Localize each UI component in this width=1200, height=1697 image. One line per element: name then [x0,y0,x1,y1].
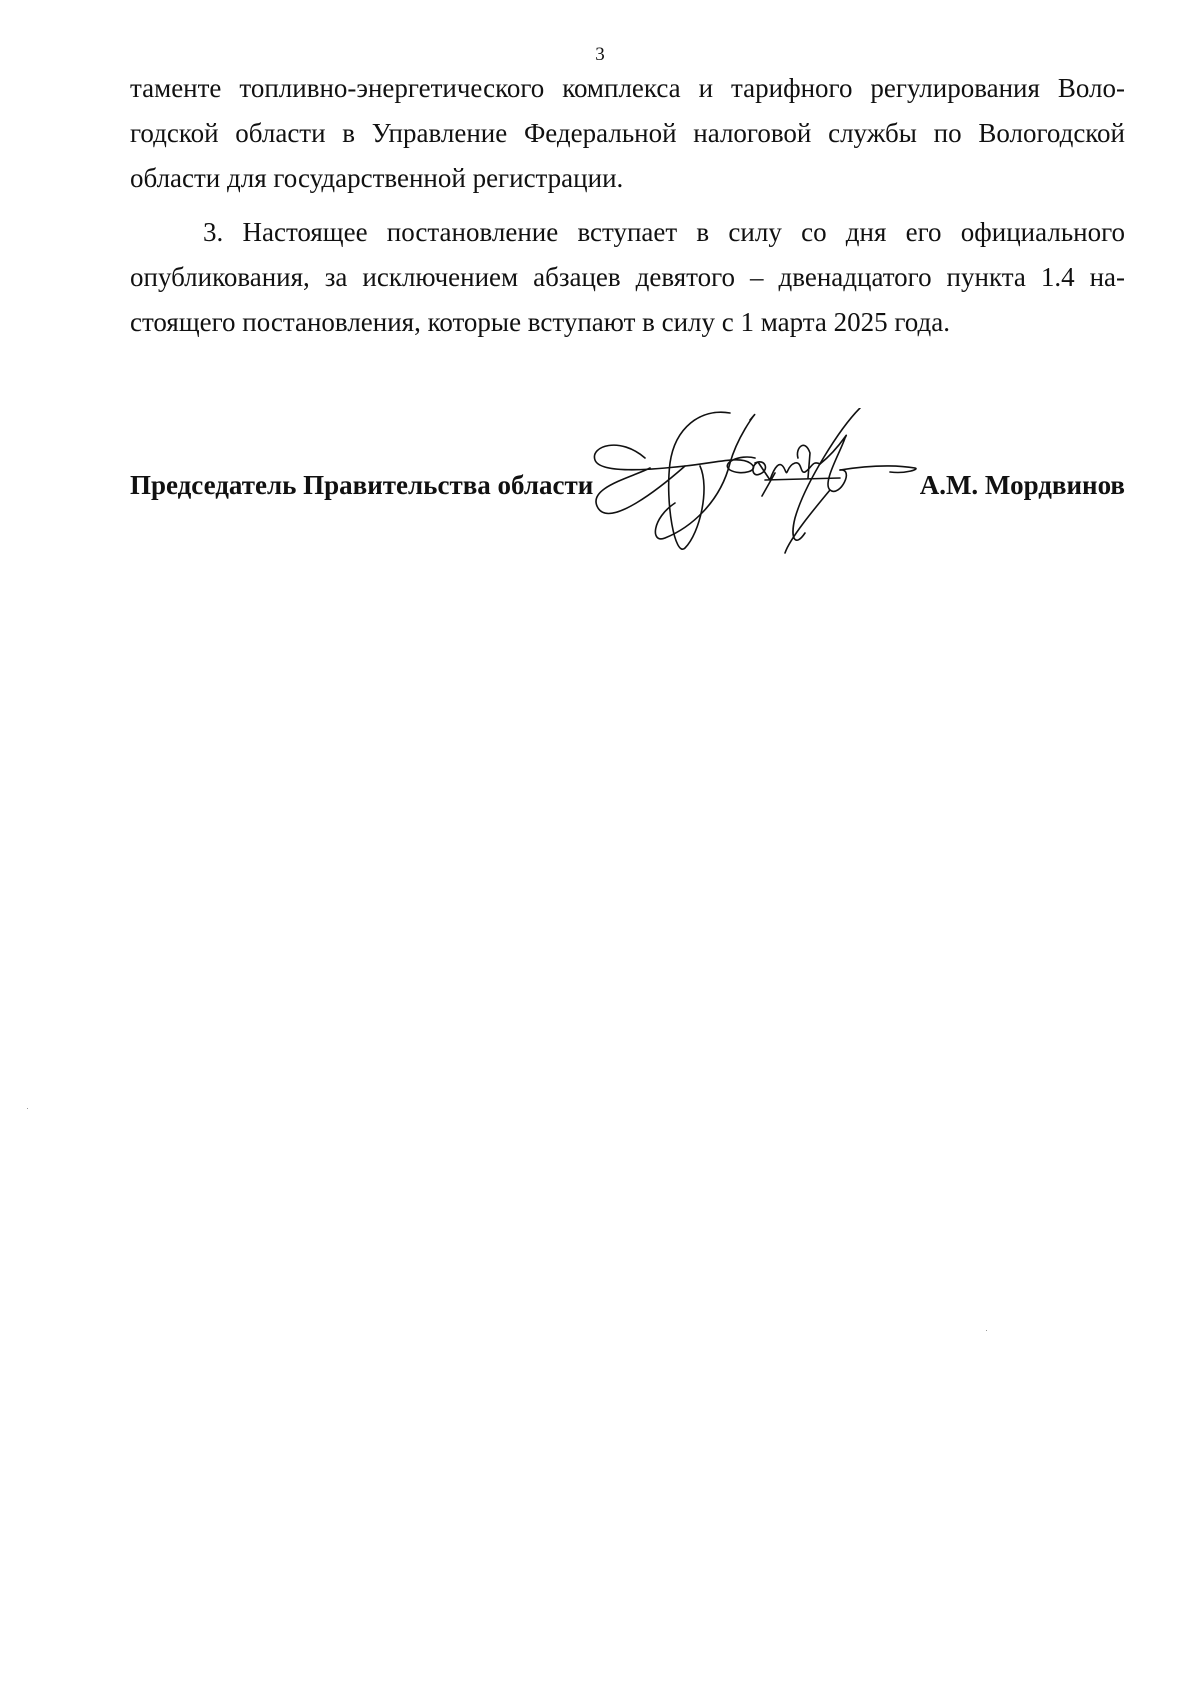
scan-speck [27,1108,28,1109]
text-line: годской области в Управление Федеральной налоговой службы по Вологодской [130,118,1125,148]
signer-title: Председатель Правительства области [130,470,594,500]
handwritten-signature [590,408,940,608]
text-line: опубликования, за исключением абзацев девятого – двенадцатого пункта 1.4 на- [130,262,1125,292]
page-number: 3 [595,44,605,65]
paragraph-entry-into-force [130,210,1125,345]
text-line: 3. Настоящее постановление вступает в силу со дня его официального [203,217,1125,247]
paragraph-registration [130,66,1125,201]
document-body [130,66,1125,345]
signer-name: А.М. Мордвинов [919,470,1125,500]
scan-speck [986,1330,987,1331]
text-line: таменте топливно-энергетического комплекса и тарифного регулирования Воло- [130,73,1125,103]
text-line: стоящего постановления, которые вступают в силу с 1 марта 2025 года. [130,307,950,337]
text-line: области для государственной регистрации. [130,163,624,193]
